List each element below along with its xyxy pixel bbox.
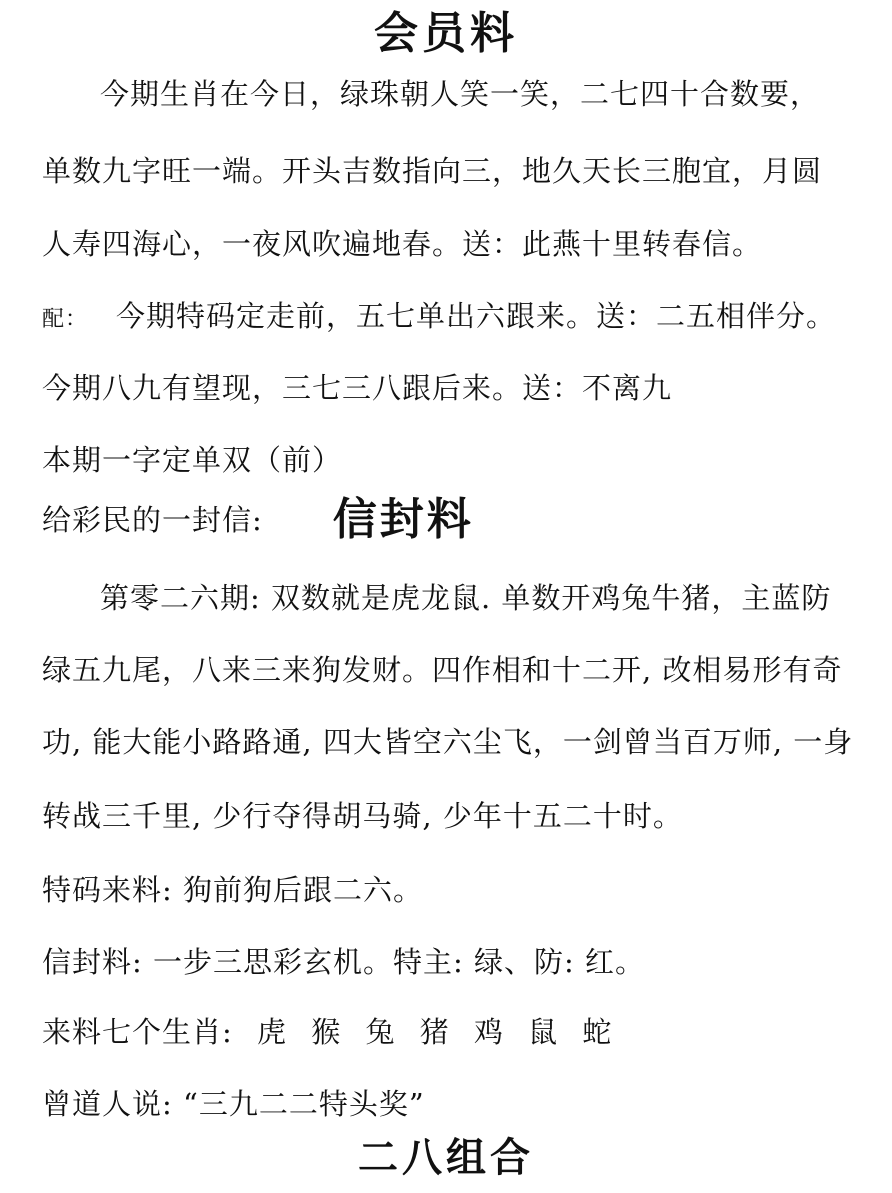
- letter-intro-line: [42, 494, 474, 545]
- envelope-material-title: 信封料: [332, 494, 474, 545]
- paragraph-line: 绿五九尾，八来三来狗发财。四作相和十二开, 改相易形有奇: [42, 653, 843, 687]
- pairing-label: 配：: [42, 307, 89, 332]
- zodiac-item: 蛇: [582, 1015, 613, 1049]
- paragraph-line: 转战三千里, 少行夺得胡马骑, 少年十五二十时。: [42, 799, 683, 833]
- zodiac-item: 猴: [311, 1015, 342, 1049]
- paragraph-line: 今期生肖在今日，绿珠朝人笑一笑，二七四十合数要，: [100, 77, 821, 111]
- zodiac-item: 兔: [365, 1015, 396, 1049]
- zodiac-item: 鸡: [473, 1015, 504, 1049]
- zodiac-item: 鼠: [528, 1015, 559, 1049]
- combination-title: 二八组合: [358, 1134, 534, 1181]
- paragraph-line: 人寿四海心，一夜风吹遍地春。送：此燕十里转春信。: [42, 227, 763, 261]
- paragraph-line: 本期一字定单双（前）: [42, 443, 343, 477]
- zodiac-item: 猪: [419, 1015, 450, 1049]
- pairing-text: 今期特码定走前，五七单出六跟来。送：二五相伴分。: [116, 299, 837, 333]
- member-material-title: 会员料: [374, 8, 518, 59]
- pairing-line: [42, 296, 836, 340]
- paragraph-line: 第零二六期: 双数就是虎龙鼠. 单数开鸡兔牛猪，主蓝防: [100, 581, 832, 615]
- zodiac-line: [42, 1012, 626, 1052]
- paragraph-line: 今期八九有望现，三七三八跟后来。送：不离九: [42, 371, 673, 405]
- zodiac-item: 虎: [257, 1015, 288, 1049]
- special-code-line: 特码来料: 狗前狗后跟二六。: [42, 873, 423, 907]
- zodiac-label: 来料七个生肖:: [42, 1015, 243, 1049]
- paragraph-line: 单数九字旺一端。开头吉数指向三，地久天长三胞宜，月圆: [42, 154, 823, 188]
- daoren-quote-line: 曾道人说: “三九二二特头奖”: [42, 1087, 425, 1121]
- envelope-line: 信封料: 一步三思彩玄机。特主: 绿、防: 红。: [42, 945, 645, 979]
- letter-intro: 给彩民的一封信:: [42, 503, 263, 537]
- paragraph-line: 功, 能大能小路路通, 四大皆空六尘飞，一剑曾当百万师, 一身: [42, 725, 854, 759]
